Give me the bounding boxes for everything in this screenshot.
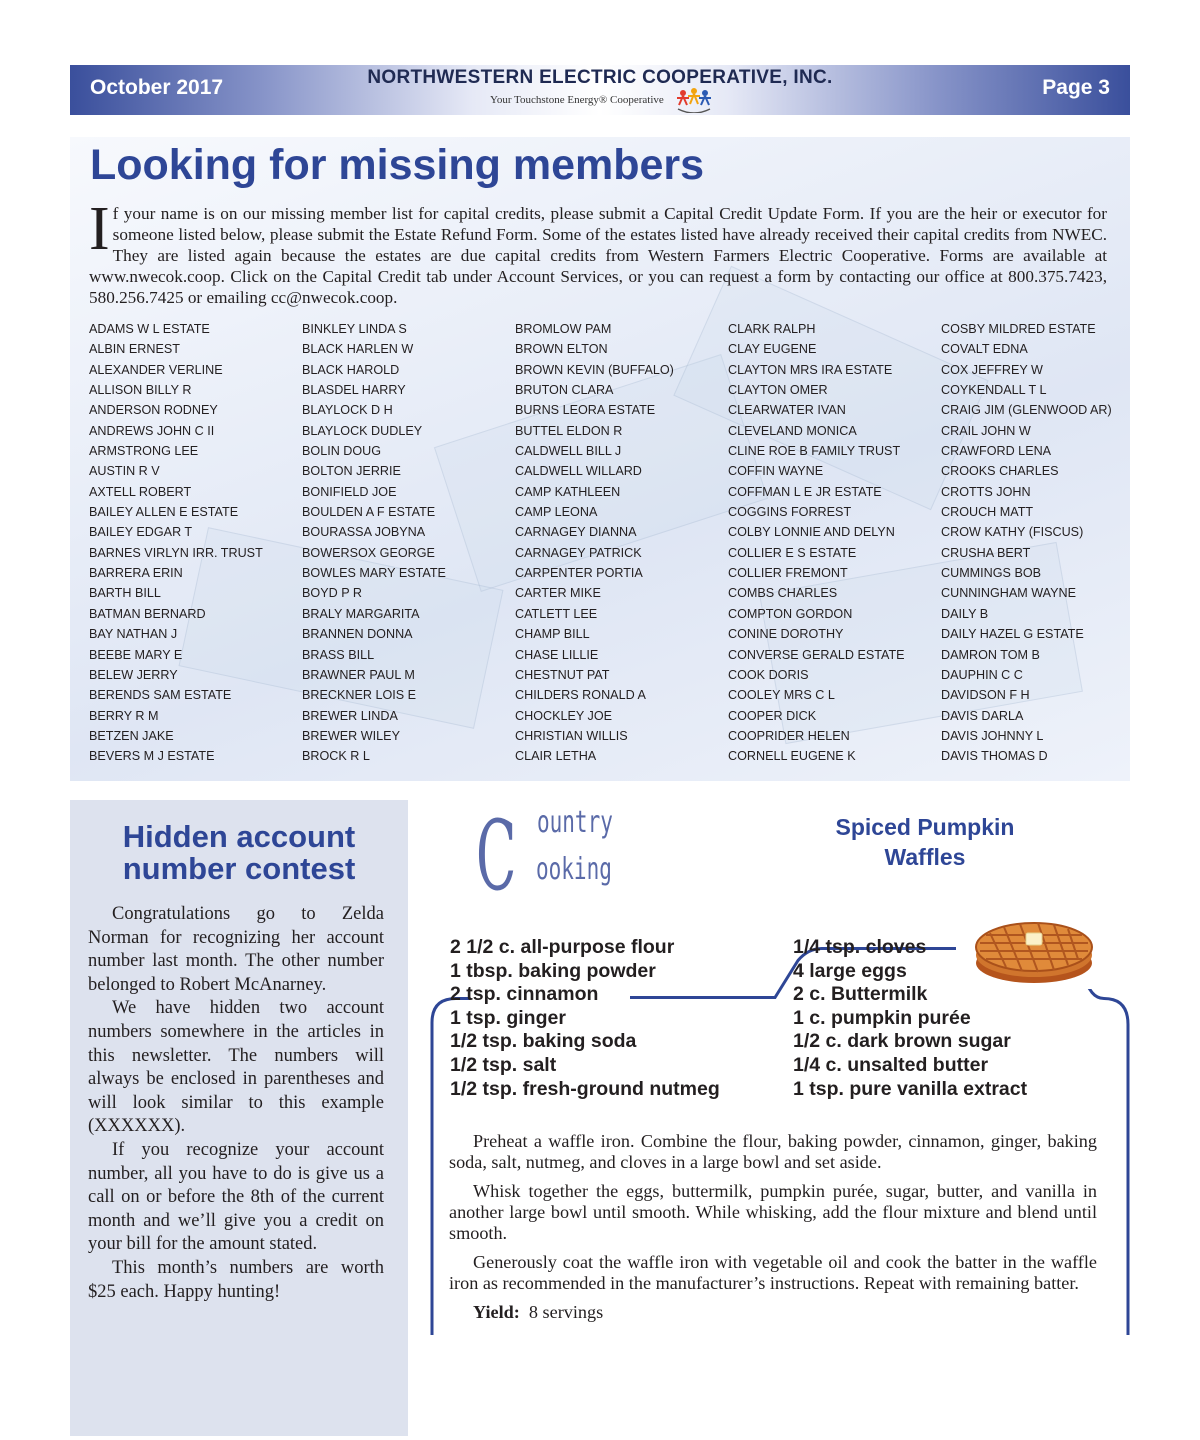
- name-column: [515, 319, 725, 767]
- ingredient: 1/2 tsp. baking soda: [450, 1030, 637, 1053]
- ingredient: 1 c. pumpkin purée: [793, 1006, 971, 1029]
- member-name: COFFMAN L E JR ESTATE: [728, 484, 882, 499]
- member-name: CROOKS CHARLES: [941, 464, 1059, 479]
- tagline: Your Touchstone Energy® Cooperative: [490, 94, 664, 106]
- name-column: [728, 319, 938, 767]
- member-name: ANDREWS JOHN C II: [89, 423, 215, 438]
- ingredient: 2 tsp. cinnamon: [450, 983, 599, 1006]
- member-name: BROCK R L: [302, 749, 370, 764]
- member-name: DAMRON TOM B: [941, 647, 1040, 662]
- recipe-title-line1: Spiced Pumpkin: [835, 814, 1015, 840]
- recipe-method: [449, 1131, 1097, 1331]
- newsletter-header: [70, 65, 1130, 115]
- contest-paragraph: Congratulations go to Zelda Norman for recognizing her account number last month. The other number belonged to Robert McAnarney.: [88, 904, 384, 995]
- member-name: BLACK HAROLD: [302, 362, 400, 377]
- member-name: BARTH BILL: [89, 586, 161, 601]
- member-name: CRAIG JIM (GLENWOOD AR): [941, 403, 1112, 418]
- ingredient: 1/2 tsp. fresh-ground nutmeg: [450, 1077, 720, 1100]
- member-name: CROW KATHY (FISCUS): [941, 525, 1084, 540]
- member-name: CHRISTIAN WILLIS: [515, 728, 628, 743]
- member-name: CHAMP BILL: [515, 627, 590, 642]
- member-name: DAILY B: [941, 606, 989, 621]
- member-name: CLINE ROE B FAMILY TRUST: [728, 444, 901, 459]
- member-name: COMPTON GORDON: [728, 606, 853, 621]
- member-name: ALBIN ERNEST: [89, 342, 180, 357]
- member-name: CAMP LEONA: [515, 505, 598, 520]
- member-name: COVALT EDNA: [941, 342, 1028, 357]
- member-name: BERENDS SAM ESTATE: [89, 688, 232, 703]
- recipe-yield: [449, 1302, 1097, 1323]
- member-name: BLASDEL HARRY: [302, 383, 406, 398]
- page-number: Page 3: [1042, 76, 1110, 99]
- member-name: ADAMS W L ESTATE: [89, 322, 210, 336]
- recipe-step: Generously coat the waffle iron with vegetable oil and cook the batter in the waffle iron as recommended in the manufacturer’s instructions. Repeat with remaining batter.: [449, 1252, 1097, 1293]
- recipe-step: Whisk together the eggs, buttermilk, pumpkin purée, sugar, butter, and vanilla in another large bowl until smooth. While whisking, add the flour mixture and blend until smooth.: [449, 1181, 1097, 1243]
- member-name: COOLEY MRS C L: [728, 688, 835, 703]
- yield-label: Yield:: [473, 1302, 520, 1322]
- name-column: [941, 319, 1151, 767]
- ingredient: 1 tsp. ginger: [450, 1006, 566, 1029]
- member-name: CONINE DOROTHY: [728, 627, 844, 642]
- member-name: COX JEFFREY W: [941, 362, 1043, 377]
- member-name: CALDWELL WILLARD: [515, 464, 642, 479]
- member-name: CLAYTON OMER: [728, 383, 828, 398]
- contest-title-line1: Hidden account: [122, 819, 356, 854]
- member-name: CORNELL EUGENE K: [728, 749, 856, 764]
- contest-title-line2: number contest: [122, 851, 356, 886]
- member-name: DAUPHIN C C: [941, 667, 1023, 682]
- member-name: CHESTNUT PAT: [515, 667, 610, 682]
- ingredient: 1/4 tsp. cloves: [793, 936, 927, 958]
- ingredient: 2 c. Buttermilk: [793, 983, 928, 1006]
- recipe-title: [800, 812, 1050, 872]
- member-name: CHILDERS RONALD A: [515, 688, 646, 703]
- member-name: BRASS BILL: [302, 647, 375, 662]
- contest-paragraph: If you recognize your account number, all you have to do is give us a call on or before the 8th of the current month and we’ll give you a credit on your bill for the amount stated.: [88, 1139, 384, 1255]
- missing-members-section: [70, 137, 1130, 781]
- intro-text: f your name is on our missing member list for capital credits, please submit a Capital Credit Update Form. If you are the heir or executor for someone listed below, please submit the Estate Refund Form. Some of the estates listed have already received their capital credits from NWEC. They are listed again because the estates are due capital credits from Western Farmers Electric Cooperative. Forms are available at www.nwecok.coop. Click on the Capital Credit tab under Account Services, or you can request a form by contacting our office at 800.375.7423, 580.256.7425 or emailing cc@nwecok.coop.: [89, 204, 1107, 307]
- member-name: CUMMINGS BOB: [941, 566, 1042, 581]
- member-name: BROWN KEVIN (BUFFALO): [515, 362, 674, 377]
- ingredient: 1/4 c. unsalted butter: [793, 1053, 989, 1076]
- member-name: CARPENTER PORTIA: [515, 566, 643, 581]
- name-column: [89, 319, 299, 767]
- member-name: COFFIN WAYNE: [728, 464, 824, 479]
- member-name: CARNAGEY PATRICK: [515, 545, 642, 560]
- member-name: CARTER MIKE: [515, 586, 601, 601]
- member-name: CLARK RALPH: [728, 322, 816, 336]
- name-column: [302, 319, 512, 767]
- member-name: BRUTON CLARA: [515, 383, 614, 398]
- member-name: CRUSHA BERT: [941, 545, 1031, 560]
- member-name: BERRY R M: [89, 708, 159, 723]
- contest-paragraph: We have hidden two account numbers somewhere in the articles in this newsletter. The numbers will always be enclosed in parentheses and will look similar to this example (XXXXXX).: [88, 998, 384, 1137]
- member-name: BRAWNER PAUL M: [302, 667, 415, 682]
- member-name: CRAWFORD LENA: [941, 444, 1052, 459]
- member-name: DAVIS JOHNNY L: [941, 728, 1044, 743]
- member-name: ANDERSON RODNEY: [89, 403, 218, 418]
- member-name: COSBY MILDRED ESTATE: [941, 322, 1096, 336]
- member-name: DAVIS THOMAS D: [941, 749, 1048, 764]
- ingredient: 2 1/2 c. all-purpose flour: [450, 936, 675, 958]
- intro-paragraph: [89, 195, 1107, 308]
- member-name: COLLIER FREMONT: [728, 566, 848, 581]
- member-name: BURNS LEORA ESTATE: [515, 403, 656, 418]
- member-name: CATLETT LEE: [515, 606, 598, 621]
- member-name: BARRERA ERIN: [89, 566, 183, 581]
- member-name: CALDWELL BILL J: [515, 444, 622, 459]
- member-name: CLAYTON MRS IRA ESTATE: [728, 362, 893, 377]
- member-name: CHOCKLEY JOE: [515, 708, 613, 723]
- member-name: ALEXANDER VERLINE: [89, 362, 223, 377]
- member-name: BEEBE MARY E: [89, 647, 183, 662]
- member-name: CARNAGEY DIANNA: [515, 525, 637, 540]
- member-name: BOURASSA JOBYNA: [302, 525, 426, 540]
- member-name: BARNES VIRLYN IRR. TRUST: [89, 545, 263, 560]
- member-name: CUNNINGHAM WAYNE: [941, 586, 1077, 601]
- member-name: BINKLEY LINDA S: [302, 322, 407, 336]
- member-name: BAILEY EDGAR T: [89, 525, 193, 540]
- member-name: CLAIR LETHA: [515, 749, 597, 764]
- member-name: BUTTEL ELDON R: [515, 423, 623, 438]
- member-name: AXTELL ROBERT: [89, 484, 192, 499]
- member-name: CROTTS JOHN: [941, 484, 1031, 499]
- member-name: BROMLOW PAM: [515, 322, 612, 336]
- member-name: BRALY MARGARITA: [302, 606, 420, 621]
- member-name: BLAYLOCK DUDLEY: [302, 423, 423, 438]
- member-name: BOULDEN A F ESTATE: [302, 505, 436, 520]
- member-name: BRECKNER LOIS E: [302, 688, 417, 703]
- member-name: CROUCH MATT: [941, 505, 1034, 520]
- member-name: CHASE LILLIE: [515, 647, 599, 662]
- country-cooking-initial: C: [476, 800, 517, 912]
- member-name: ALLISON BILLY R: [89, 383, 192, 398]
- member-name: COOK DORIS: [728, 667, 809, 682]
- section-title: Looking for missing members: [90, 141, 705, 189]
- ingredients-right: [793, 936, 1027, 1101]
- yield-value: 8 servings: [528, 1302, 604, 1322]
- member-name: DAVIS DARLA: [941, 708, 1024, 723]
- contest-box: [70, 800, 408, 1436]
- member-name: BREWER LINDA: [302, 708, 398, 723]
- member-name: COOPRIDER HELEN: [728, 728, 850, 743]
- ingredients-left: [450, 936, 720, 1101]
- member-name: BREWER WILEY: [302, 728, 400, 743]
- ingredient: 1 tsp. pure vanilla extract: [793, 1077, 1028, 1100]
- contest-body: [88, 903, 384, 1304]
- member-name: BETZEN JAKE: [89, 728, 174, 743]
- member-name: BOLIN DOUG: [302, 444, 382, 459]
- ingredient: 1/2 c. dark brown sugar: [793, 1030, 1011, 1053]
- member-name: COOPER DICK: [728, 708, 817, 723]
- member-name: BOWERSOX GEORGE: [302, 545, 435, 560]
- member-name: BLACK HARLEN W: [302, 342, 414, 357]
- contest-title: [70, 821, 408, 885]
- ingredient: 1 tbsp. baking powder: [450, 959, 656, 982]
- touchstone-energy-logo-icon: [674, 87, 714, 113]
- ingredient: 1/2 tsp. salt: [450, 1053, 557, 1076]
- member-name: BAY NATHAN J: [89, 627, 178, 642]
- member-name: COGGINS FORREST: [728, 505, 852, 520]
- member-name: BROWN ELTON: [515, 342, 608, 357]
- member-name: BEVERS M J ESTATE: [89, 749, 215, 764]
- recipe-title-line2: Waffles: [884, 844, 966, 870]
- member-name: CLEARWATER IVAN: [728, 403, 846, 418]
- ingredient: 4 large eggs: [793, 959, 907, 982]
- member-name: CAMP KATHLEEN: [515, 484, 621, 499]
- member-name: BELEW JERRY: [89, 667, 178, 682]
- member-name: BOWLES MARY ESTATE: [302, 566, 446, 581]
- member-name: CLAY EUGENE: [728, 342, 817, 357]
- member-name: CRAIL JOHN W: [941, 423, 1031, 438]
- member-name: CLEVELAND MONICA: [728, 423, 857, 438]
- drop-cap: I: [89, 195, 110, 263]
- member-name: AUSTIN R V: [89, 464, 160, 479]
- member-name: BRANNEN DONNA: [302, 627, 413, 642]
- member-name: BOLTON JERRIE: [302, 464, 401, 479]
- recipe-step: Preheat a waffle iron. Combine the flour, baking powder, cinnamon, ginger, baking soda, salt, nutmeg, and cloves in a large bowl and set aside.: [449, 1131, 1097, 1172]
- member-name: COMBS CHARLES: [728, 586, 838, 601]
- member-name: DAILY HAZEL G ESTATE: [941, 627, 1084, 642]
- country-cooking-word1: ountry: [537, 805, 613, 840]
- member-name: BLAYLOCK D H: [302, 403, 393, 418]
- member-name: BATMAN BERNARD: [89, 606, 206, 621]
- member-name: BOYD P R: [302, 586, 362, 601]
- member-name: COYKENDALL T L: [941, 383, 1047, 398]
- contest-paragraph: This month’s numbers are worth $25 each. Happy hunting!: [88, 1257, 384, 1302]
- member-name: COLLIER E S ESTATE: [728, 545, 857, 560]
- member-name: DAVIDSON F H: [941, 688, 1030, 703]
- issue-date: October 2017: [90, 76, 224, 99]
- member-name: BAILEY ALLEN E ESTATE: [89, 505, 239, 520]
- country-cooking-word2: ooking: [536, 852, 612, 887]
- member-name: COLBY LONNIE AND DELYN: [728, 525, 895, 540]
- member-name: BONIFIELD JOE: [302, 484, 397, 499]
- organization-name: NORTHWESTERN ELECTRIC COOPERATIVE, INC.: [367, 67, 833, 88]
- member-name: ARMSTRONG LEE: [89, 444, 199, 459]
- member-name: CONVERSE GERALD ESTATE: [728, 647, 905, 662]
